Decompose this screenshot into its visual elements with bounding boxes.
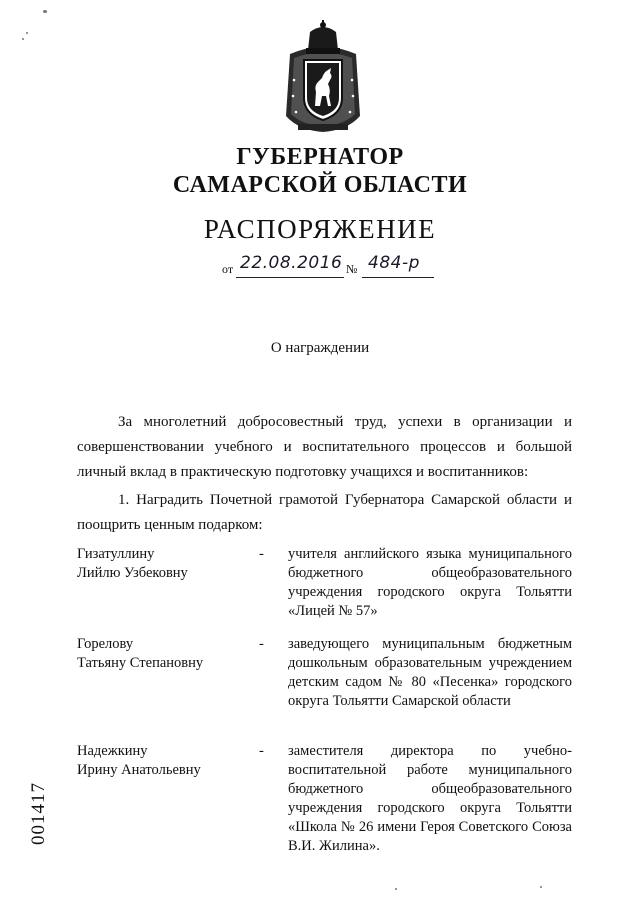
header-title-line1: ГУБЕРНАТОР bbox=[236, 144, 404, 170]
item-1-paragraph: 1. Наградить Почетной грамотой Губернатора Самарской области и поощрить ценным подарком: bbox=[77, 492, 572, 533]
awardee-given-names: Лийлю Узбековну bbox=[77, 565, 188, 581]
date-from-label: от bbox=[222, 262, 234, 276]
awardee-description: заместителя директора по учебно-воспитательной работе муниципального бюджетного общеобразовательного учреждения городского округа Тольятти «Школа № 26 имени Героя Советского Союза В.И. Жилина». bbox=[288, 743, 572, 854]
number-underline bbox=[362, 277, 434, 278]
date-underline bbox=[236, 277, 344, 278]
awardee-surname: Гизатуллину bbox=[77, 546, 155, 562]
awardee-given-names: Ирину Анатольевну bbox=[77, 762, 201, 778]
intro-paragraph: За многолетний добросовестный труд, успехи в организации и совершенствовании учебного и воспитательного процессов и большой личный вклад в практическую подготовку учащихся и воспитанников: bbox=[77, 414, 572, 480]
header-title-line2: САМАРСКОЙ ОБЛАСТИ bbox=[172, 172, 468, 198]
awardee-surname: Горелову bbox=[77, 636, 134, 652]
number-label: № bbox=[346, 262, 358, 276]
awardee-description: заведующего муниципальным бюджетным дошкольным образовательным учреждением детским садом № 80 «Песенка» городского округа Тольятти Самарской области bbox=[288, 636, 572, 709]
awardee-given-names: Татьяну Степановну bbox=[77, 655, 204, 671]
awardee-name bbox=[77, 635, 257, 673]
scan-speck bbox=[540, 886, 542, 888]
awardee-surname: Надежкину bbox=[77, 743, 148, 759]
date-number-line bbox=[222, 255, 442, 281]
awardee-name bbox=[77, 742, 257, 780]
scan-speck bbox=[43, 10, 47, 13]
awardee-dash: - bbox=[259, 546, 264, 562]
awardee-dash: - bbox=[259, 743, 264, 759]
scan-speck bbox=[26, 32, 28, 34]
handwritten-number: 484-р bbox=[368, 253, 420, 273]
awardee-name bbox=[77, 545, 257, 583]
awardee-dash: - bbox=[259, 636, 264, 652]
scan-speck bbox=[395, 888, 397, 890]
side-serial-number: 001417 bbox=[28, 782, 49, 845]
document-type: РАСПОРЯЖЕНИЕ bbox=[203, 214, 437, 244]
handwritten-date: 22.08.2016 bbox=[240, 253, 343, 273]
awardee-description: учителя английского языка муниципального бюджетного общеобразовательного учреждения городского округа Тольятти «Лицей № 57» bbox=[288, 546, 572, 619]
coat-of-arms-samara-icon bbox=[284, 20, 362, 140]
document-subject: О награждении bbox=[270, 340, 370, 356]
scan-speck bbox=[22, 38, 24, 40]
